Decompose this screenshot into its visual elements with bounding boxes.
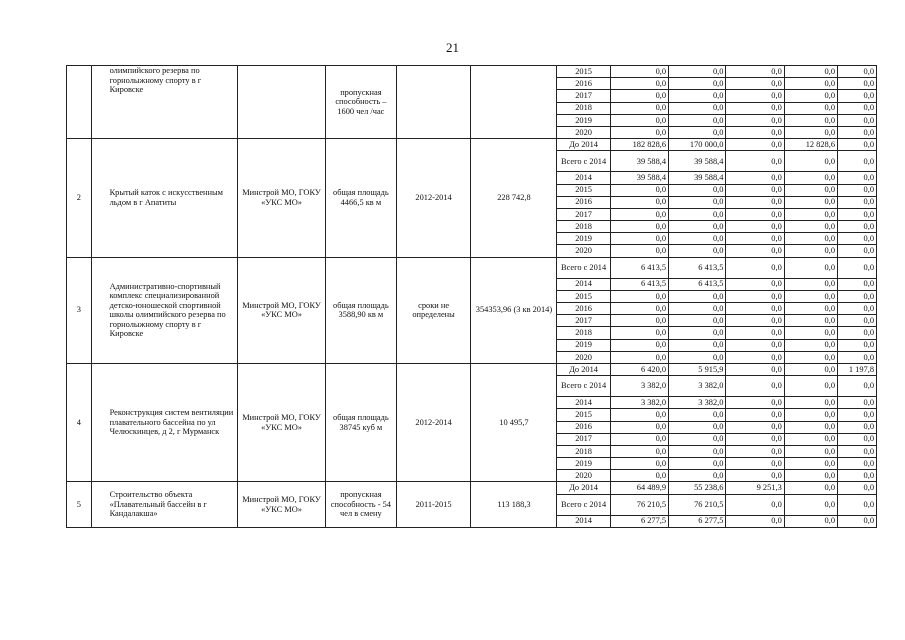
amount-cell: 0,0	[726, 421, 784, 433]
amount-cell: 0,0	[838, 90, 877, 102]
table-row	[67, 139, 877, 151]
amount-cell: 0,0	[784, 172, 837, 184]
amount-cell: 0,0	[726, 208, 784, 220]
amount-cell: 6 413,5	[669, 278, 726, 290]
year-cell: 2014	[557, 397, 610, 409]
amount-cell: 55 238,6	[669, 482, 726, 494]
object-cost: 113 188,3	[471, 482, 557, 527]
amount-cell: 0,0	[838, 470, 877, 482]
amount-cell: 0,0	[726, 315, 784, 327]
amount-cell: 0,0	[669, 208, 726, 220]
year-cell: 2019	[557, 114, 610, 126]
amount-cell: 0,0	[838, 245, 877, 257]
amount-cell: 0,0	[784, 114, 837, 126]
amount-cell: 0,0	[610, 208, 668, 220]
amount-cell: 0,0	[726, 494, 784, 515]
object-period: 2012-2014	[396, 139, 471, 258]
amount-cell: 0,0	[669, 433, 726, 445]
amount-cell: 0,0	[838, 482, 877, 494]
amount-cell: 0,0	[726, 339, 784, 351]
amount-cell: 0,0	[784, 458, 837, 470]
amount-cell: 9 251,3	[726, 482, 784, 494]
year-cell: 2020	[557, 126, 610, 138]
year-cell: 2015	[557, 409, 610, 421]
amount-cell: 0,0	[610, 114, 668, 126]
amount-cell: 39 588,4	[610, 151, 668, 172]
amount-cell: 0,0	[784, 245, 837, 257]
object-executor: Минстрой МО, ГОКУ «УКС МО»	[237, 482, 325, 527]
amount-cell: 0,0	[610, 66, 668, 78]
amount-cell: 0,0	[838, 409, 877, 421]
amount-cell: 0,0	[838, 208, 877, 220]
year-cell: Всего с 2014	[557, 376, 610, 397]
object-index	[67, 66, 92, 139]
object-executor: Минстрой МО, ГОКУ «УКС МО»	[237, 257, 325, 363]
amount-cell: 39 588,4	[669, 151, 726, 172]
year-cell: Всего с 2014	[557, 151, 610, 172]
object-period: 2012-2014	[396, 363, 471, 482]
year-cell: 2016	[557, 196, 610, 208]
amount-cell: 0,0	[784, 66, 837, 78]
year-cell: 2018	[557, 327, 610, 339]
amount-cell: 0,0	[610, 221, 668, 233]
amount-cell: 0,0	[669, 339, 726, 351]
amount-cell: 0,0	[726, 351, 784, 363]
object-name: Административно-спортивный комплекс специализированной детско-юношеской спортивной школы олимпийского резерва по горнолыжному спорту в г Кировске	[91, 257, 237, 363]
amount-cell: 0,0	[726, 470, 784, 482]
year-cell: 2016	[557, 303, 610, 315]
amount-cell: 3 382,0	[610, 376, 668, 397]
amount-cell: 0,0	[838, 78, 877, 90]
amount-cell: 0,0	[838, 257, 877, 278]
year-cell: 2020	[557, 470, 610, 482]
amount-cell: 0,0	[784, 470, 837, 482]
amount-cell: 0,0	[726, 327, 784, 339]
amount-cell: 0,0	[610, 339, 668, 351]
amount-cell: 0,0	[726, 151, 784, 172]
amount-cell: 0,0	[610, 433, 668, 445]
object-capacity: пропускная способность - 54 чел в смену	[326, 482, 397, 527]
year-cell: 2016	[557, 78, 610, 90]
amount-cell: 0,0	[838, 339, 877, 351]
amount-cell: 0,0	[838, 303, 877, 315]
amount-cell: 0,0	[726, 363, 784, 375]
year-cell: 2020	[557, 351, 610, 363]
object-period: 2011-2015	[396, 482, 471, 527]
amount-cell: 0,0	[610, 351, 668, 363]
table-body	[67, 66, 877, 528]
amount-cell: 0,0	[669, 327, 726, 339]
amount-cell: 0,0	[610, 290, 668, 302]
amount-cell: 0,0	[669, 233, 726, 245]
amount-cell: 39 588,4	[610, 172, 668, 184]
amount-cell: 0,0	[726, 78, 784, 90]
amount-cell: 0,0	[784, 290, 837, 302]
amount-cell: 3 382,0	[669, 397, 726, 409]
year-cell: 2014	[557, 172, 610, 184]
amount-cell: 0,0	[838, 315, 877, 327]
amount-cell: 0,0	[726, 409, 784, 421]
object-cost	[471, 66, 557, 139]
amount-cell: 0,0	[610, 233, 668, 245]
amount-cell: 170 000,0	[669, 139, 726, 151]
amount-cell: 0,0	[784, 363, 837, 375]
year-cell: До 2014	[557, 482, 610, 494]
amount-cell: 0,0	[784, 315, 837, 327]
amount-cell: 0,0	[669, 102, 726, 114]
amount-cell: 0,0	[838, 114, 877, 126]
amount-cell: 0,0	[838, 233, 877, 245]
amount-cell: 0,0	[838, 184, 877, 196]
year-cell: До 2014	[557, 139, 610, 151]
amount-cell: 0,0	[784, 303, 837, 315]
amount-cell: 0,0	[610, 470, 668, 482]
object-executor: Минстрой МО, ГОКУ «УКС МО»	[237, 139, 325, 258]
amount-cell: 0,0	[784, 102, 837, 114]
amount-cell: 0,0	[669, 126, 726, 138]
object-name: Крытый каток с искусственным льдом в г Апатиты	[91, 139, 237, 258]
amount-cell: 0,0	[726, 245, 784, 257]
amount-cell: 0,0	[838, 196, 877, 208]
amount-cell: 0,0	[726, 515, 784, 527]
amount-cell: 0,0	[669, 470, 726, 482]
amount-cell: 0,0	[669, 351, 726, 363]
year-cell: 2017	[557, 315, 610, 327]
amount-cell: 0,0	[726, 196, 784, 208]
amount-cell: 3 382,0	[610, 397, 668, 409]
amount-cell: 0,0	[669, 290, 726, 302]
amount-cell: 0,0	[610, 78, 668, 90]
table-row	[67, 66, 877, 78]
amount-cell: 0,0	[784, 445, 837, 457]
amount-cell: 0,0	[669, 409, 726, 421]
year-cell: 2015	[557, 290, 610, 302]
amount-cell: 0,0	[726, 102, 784, 114]
amount-cell: 0,0	[784, 90, 837, 102]
object-cost: 354353,96 (3 кв 2014)	[471, 257, 557, 363]
amount-cell: 0,0	[726, 257, 784, 278]
object-capacity: общая площадь 3588,90 кв м	[326, 257, 397, 363]
amount-cell: 64 489,9	[610, 482, 668, 494]
amount-cell: 0,0	[784, 221, 837, 233]
amount-cell: 0,0	[784, 494, 837, 515]
object-name: Строительство объекта «Плавательный бассейн в г Кандалакша»	[91, 482, 237, 527]
amount-cell: 0,0	[610, 409, 668, 421]
amount-cell: 0,0	[726, 458, 784, 470]
amount-cell: 0,0	[838, 351, 877, 363]
amount-cell: 6 413,5	[669, 257, 726, 278]
amount-cell: 0,0	[784, 515, 837, 527]
investment-table	[66, 65, 877, 528]
year-cell: 2016	[557, 421, 610, 433]
amount-cell: 0,0	[838, 139, 877, 151]
object-executor: Минстрой МО, ГОКУ «УКС МО»	[237, 363, 325, 482]
amount-cell: 5 915,9	[669, 363, 726, 375]
amount-cell: 0,0	[838, 151, 877, 172]
amount-cell: 0,0	[726, 397, 784, 409]
amount-cell: 0,0	[669, 445, 726, 457]
year-cell: 2020	[557, 245, 610, 257]
amount-cell: 0,0	[784, 327, 837, 339]
object-capacity: общая площадь 4466,5 кв м	[326, 139, 397, 258]
year-cell: 2014	[557, 515, 610, 527]
amount-cell: 0,0	[838, 433, 877, 445]
amount-cell: 0,0	[610, 303, 668, 315]
amount-cell: 0,0	[838, 445, 877, 457]
amount-cell: 12 828,6	[784, 139, 837, 151]
amount-cell: 0,0	[610, 315, 668, 327]
amount-cell: 0,0	[669, 221, 726, 233]
amount-cell: 0,0	[610, 184, 668, 196]
amount-cell: 0,0	[726, 90, 784, 102]
amount-cell: 3 382,0	[669, 376, 726, 397]
amount-cell: 0,0	[610, 90, 668, 102]
amount-cell: 0,0	[610, 327, 668, 339]
year-cell: 2014	[557, 278, 610, 290]
year-cell: 2015	[557, 184, 610, 196]
object-period: сроки не определены	[396, 257, 471, 363]
amount-cell: 0,0	[610, 445, 668, 457]
amount-cell: 6 420,0	[610, 363, 668, 375]
amount-cell: 0,0	[784, 78, 837, 90]
amount-cell: 0,0	[838, 458, 877, 470]
amount-cell: 0,0	[784, 278, 837, 290]
object-index: 4	[67, 363, 92, 482]
amount-cell: 0,0	[784, 208, 837, 220]
amount-cell: 0,0	[784, 233, 837, 245]
amount-cell: 0,0	[669, 196, 726, 208]
amount-cell: 6 277,5	[669, 515, 726, 527]
year-cell: До 2014	[557, 363, 610, 375]
amount-cell: 76 210,5	[610, 494, 668, 515]
amount-cell: 0,0	[838, 327, 877, 339]
amount-cell: 6 277,5	[610, 515, 668, 527]
amount-cell: 0,0	[838, 515, 877, 527]
object-capacity: общая площадь 38745 куб м	[326, 363, 397, 482]
amount-cell: 0,0	[838, 421, 877, 433]
table-row	[67, 363, 877, 375]
amount-cell: 0,0	[610, 126, 668, 138]
amount-cell: 0,0	[726, 445, 784, 457]
amount-cell: 0,0	[838, 397, 877, 409]
amount-cell: 0,0	[726, 290, 784, 302]
amount-cell: 0,0	[669, 78, 726, 90]
amount-cell: 0,0	[726, 172, 784, 184]
amount-cell: 0,0	[726, 139, 784, 151]
amount-cell: 0,0	[726, 376, 784, 397]
year-cell: 2018	[557, 445, 610, 457]
object-index: 2	[67, 139, 92, 258]
amount-cell: 0,0	[610, 196, 668, 208]
object-capacity: пропускная способность – 1600 чел /час	[326, 66, 397, 139]
object-period	[396, 66, 471, 139]
year-cell: 2018	[557, 102, 610, 114]
amount-cell: 0,0	[669, 303, 726, 315]
amount-cell: 0,0	[726, 278, 784, 290]
amount-cell: 0,0	[784, 433, 837, 445]
amount-cell: 0,0	[726, 233, 784, 245]
amount-cell: 0,0	[838, 290, 877, 302]
amount-cell: 0,0	[784, 184, 837, 196]
amount-cell: 0,0	[726, 221, 784, 233]
year-cell: 2017	[557, 90, 610, 102]
amount-cell: 0,0	[669, 90, 726, 102]
year-cell: 2015	[557, 66, 610, 78]
amount-cell: 0,0	[784, 421, 837, 433]
amount-cell: 6 413,5	[610, 278, 668, 290]
amount-cell: 0,0	[784, 351, 837, 363]
amount-cell: 0,0	[784, 397, 837, 409]
year-cell: 2017	[557, 433, 610, 445]
amount-cell: 0,0	[726, 126, 784, 138]
year-cell: 2019	[557, 233, 610, 245]
object-name: Реконструкция систем вентиляции плавательного бассейна по ул Челюскинцев, д 2, г Мурманск	[91, 363, 237, 482]
amount-cell: 0,0	[726, 433, 784, 445]
amount-cell: 0,0	[784, 196, 837, 208]
amount-cell: 76 210,5	[669, 494, 726, 515]
object-cost: 10 495,7	[471, 363, 557, 482]
year-cell: 2017	[557, 208, 610, 220]
table-row	[67, 482, 877, 494]
amount-cell: 0,0	[726, 184, 784, 196]
page-number: 21	[446, 40, 459, 55]
object-executor	[237, 66, 325, 139]
amount-cell: 0,0	[610, 102, 668, 114]
amount-cell: 0,0	[838, 66, 877, 78]
amount-cell: 0,0	[838, 102, 877, 114]
object-cost: 228 742,8	[471, 139, 557, 258]
amount-cell: 0,0	[784, 409, 837, 421]
amount-cell: 0,0	[838, 278, 877, 290]
amount-cell: 0,0	[669, 421, 726, 433]
amount-cell: 0,0	[838, 376, 877, 397]
amount-cell: 0,0	[726, 303, 784, 315]
amount-cell: 6 413,5	[610, 257, 668, 278]
amount-cell: 0,0	[669, 245, 726, 257]
amount-cell: 0,0	[784, 257, 837, 278]
amount-cell: 0,0	[726, 66, 784, 78]
amount-cell: 0,0	[838, 172, 877, 184]
amount-cell: 0,0	[838, 494, 877, 515]
year-cell: Всего с 2014	[557, 257, 610, 278]
amount-cell: 0,0	[669, 315, 726, 327]
amount-cell: 0,0	[726, 114, 784, 126]
year-cell: 2019	[557, 339, 610, 351]
amount-cell: 182 828,6	[610, 139, 668, 151]
amount-cell: 0,0	[784, 376, 837, 397]
object-name: олимпийского резерва по горнолыжному спорту в г Кировске	[91, 66, 237, 139]
year-cell: 2019	[557, 458, 610, 470]
amount-cell: 0,0	[784, 126, 837, 138]
year-cell: 2018	[557, 221, 610, 233]
amount-cell: 0,0	[838, 126, 877, 138]
table-row	[67, 257, 877, 278]
year-cell: Всего с 2014	[557, 494, 610, 515]
amount-cell: 1 197,8	[838, 363, 877, 375]
amount-cell: 0,0	[669, 458, 726, 470]
amount-cell: 0,0	[610, 458, 668, 470]
amount-cell: 0,0	[838, 221, 877, 233]
object-index: 3	[67, 257, 92, 363]
amount-cell: 0,0	[669, 66, 726, 78]
amount-cell: 0,0	[610, 245, 668, 257]
amount-cell: 0,0	[784, 339, 837, 351]
amount-cell: 0,0	[784, 151, 837, 172]
amount-cell: 0,0	[669, 184, 726, 196]
amount-cell: 0,0	[610, 421, 668, 433]
amount-cell: 0,0	[669, 114, 726, 126]
object-index: 5	[67, 482, 92, 527]
amount-cell: 39 588,4	[669, 172, 726, 184]
amount-cell: 0,0	[784, 482, 837, 494]
